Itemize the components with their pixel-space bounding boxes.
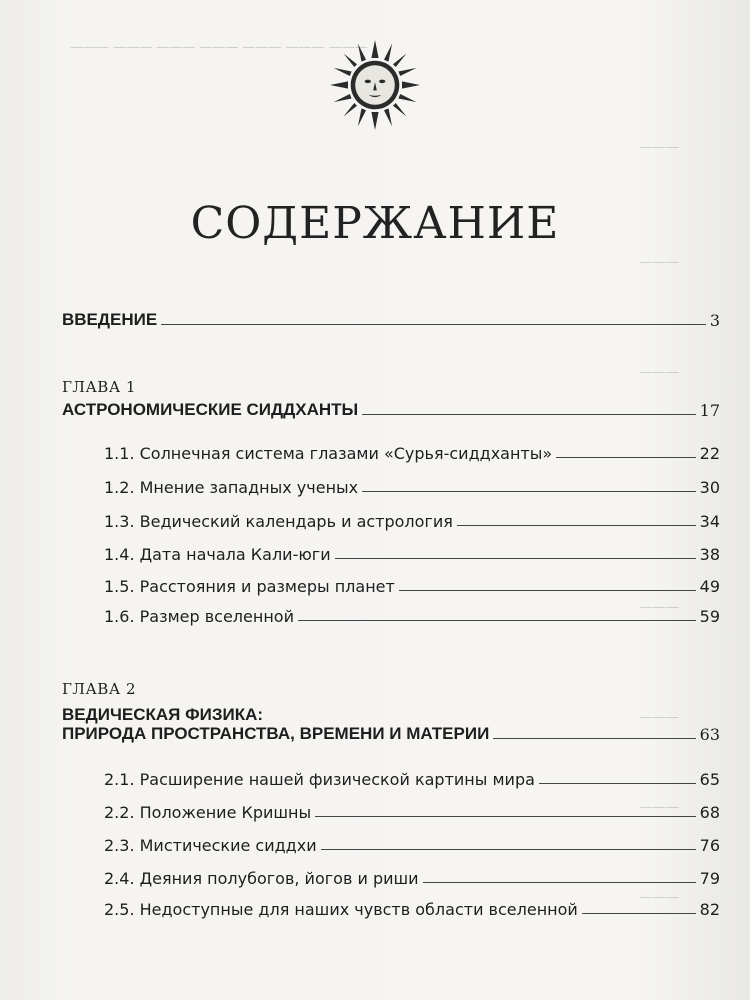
toc-page-number: 22: [699, 444, 720, 463]
toc-page-number: 76: [699, 836, 720, 855]
dotted-leader: [582, 913, 696, 914]
dotted-leader: [493, 738, 695, 739]
toc-page-number: 17: [699, 401, 720, 420]
toc-page-number: 38: [699, 545, 720, 564]
dotted-leader: [399, 590, 696, 591]
toc-page-number: 3: [709, 311, 720, 330]
toc-entry-chapter-2[interactable]: [62, 724, 720, 744]
dotted-leader: [423, 882, 696, 883]
toc-page-number: 30: [699, 478, 720, 497]
dotted-leader: [298, 620, 696, 621]
dotted-leader: [539, 783, 696, 784]
dotted-leader: [362, 414, 695, 415]
dotted-leader: [457, 525, 696, 526]
toc-entry-chapter-1[interactable]: [62, 400, 720, 420]
toc-entry-label: 2.1. Расширение нашей физической картины мира: [104, 770, 535, 789]
toc-entry-label: 1.1. Солнечная система глазами «Сурья-сиддханты»: [104, 444, 553, 463]
toc-entry-label: 1.2. Мнение западных ученых: [104, 478, 359, 497]
toc-entry-label: 1.3. Ведический календарь и астрология: [104, 512, 453, 531]
toc-entry-1-3[interactable]: [104, 512, 720, 531]
toc-entry-2-2[interactable]: [104, 803, 720, 822]
toc-page-number: 49: [699, 577, 720, 596]
toc-entry-2-1[interactable]: [104, 770, 720, 789]
toc-entry-label: 1.6. Размер вселенной: [104, 607, 294, 626]
dotted-leader: [321, 849, 696, 850]
chapter-1-header: ГЛАВА 1: [62, 378, 137, 396]
toc-page-number: 65: [699, 770, 720, 789]
chapter-2-title-line-1: ВЕДИЧЕСКАЯ ФИЗИКА:: [62, 705, 264, 724]
toc-entry-1-5[interactable]: [104, 577, 720, 596]
toc-page-number: 79: [699, 869, 720, 888]
dotted-leader: [161, 324, 706, 325]
toc-page-number: 63: [699, 725, 720, 744]
toc-entry-1-4[interactable]: [104, 545, 720, 564]
toc-entry-label: ВВЕДЕНИЕ: [62, 310, 158, 329]
toc-entry-label: АСТРОНОМИЧЕСКИЕ СИДДХАНТЫ: [62, 400, 359, 419]
toc-entry-1-1[interactable]: [104, 444, 720, 463]
dotted-leader: [362, 491, 696, 492]
toc-page-number: 59: [699, 607, 720, 626]
toc-entry-1-2[interactable]: [104, 478, 720, 497]
toc-entry-1-6[interactable]: [104, 607, 720, 626]
toc-entry-label: 1.5. Расстояния и размеры планет: [104, 577, 395, 596]
toc-page-number: 34: [699, 512, 720, 531]
toc-page-number: 82: [699, 900, 720, 919]
toc-entry-label: 2.2. Положение Кришны: [104, 803, 312, 822]
page-title: СОДЕРЖАНИЕ: [190, 198, 560, 249]
dotted-leader: [556, 457, 695, 458]
toc-entry-2-4[interactable]: [104, 869, 720, 888]
book-page: ——— ——— ——— ——— ——— ——— ——— ——— ——— ——— ——— ——— ——— ——— СОДЕРЖАНИЕ ВВЕДЕНИЕ 3 ГЛАВА 1 АСТРОНОМИЧЕСКИЕ СИДДХАНТЫ 17 1.1. Солнечная система глазами «Сурья-сиддханты» 22 1.2. Мнение западных ученых 30 1.3. Ведический календарь и астрология 34 1.4. Дата начала Кали-юги 38 1.5. Расстояния и размеры планет 49 1.6. Размер вселенной 59 ГЛАВА 2 ВЕДИЧЕСКАЯ ФИЗИКА: ПРИРОДА ПРОСТРАНСТВА, ВРЕМЕНИ И МАТЕРИИ 63 2.1. Расширение нашей физической картины мира 65 2.2. Положение Кришны 68 2.3. Мистические сиддхи 76 2.4. Деяния полубогов, йогов и риши 79 2.5. Недоступные для наших чувств области вселенной 82: [0, 0, 750, 1000]
dotted-leader: [335, 558, 696, 559]
dotted-leader: [315, 816, 695, 817]
toc-entry-label: 2.4. Деяния полубогов, йогов и риши: [104, 869, 419, 888]
toc-entry-label: 2.3. Мистические сиддхи: [104, 836, 317, 855]
toc-entry-2-3[interactable]: [104, 836, 720, 855]
toc-entry-label: 2.5. Недоступные для наших чувств области вселенной: [104, 900, 578, 919]
toc-entry-label: ПРИРОДА ПРОСТРАНСТВА, ВРЕМЕНИ И МАТЕРИИ: [62, 724, 490, 743]
toc-entry-intro[interactable]: [62, 310, 720, 330]
chapter-2-header: ГЛАВА 2: [62, 680, 137, 698]
toc-page-number: 68: [699, 803, 720, 822]
toc-entry-2-5[interactable]: [104, 900, 720, 919]
toc-entry-label: 1.4. Дата начала Кали-юги: [104, 545, 331, 564]
